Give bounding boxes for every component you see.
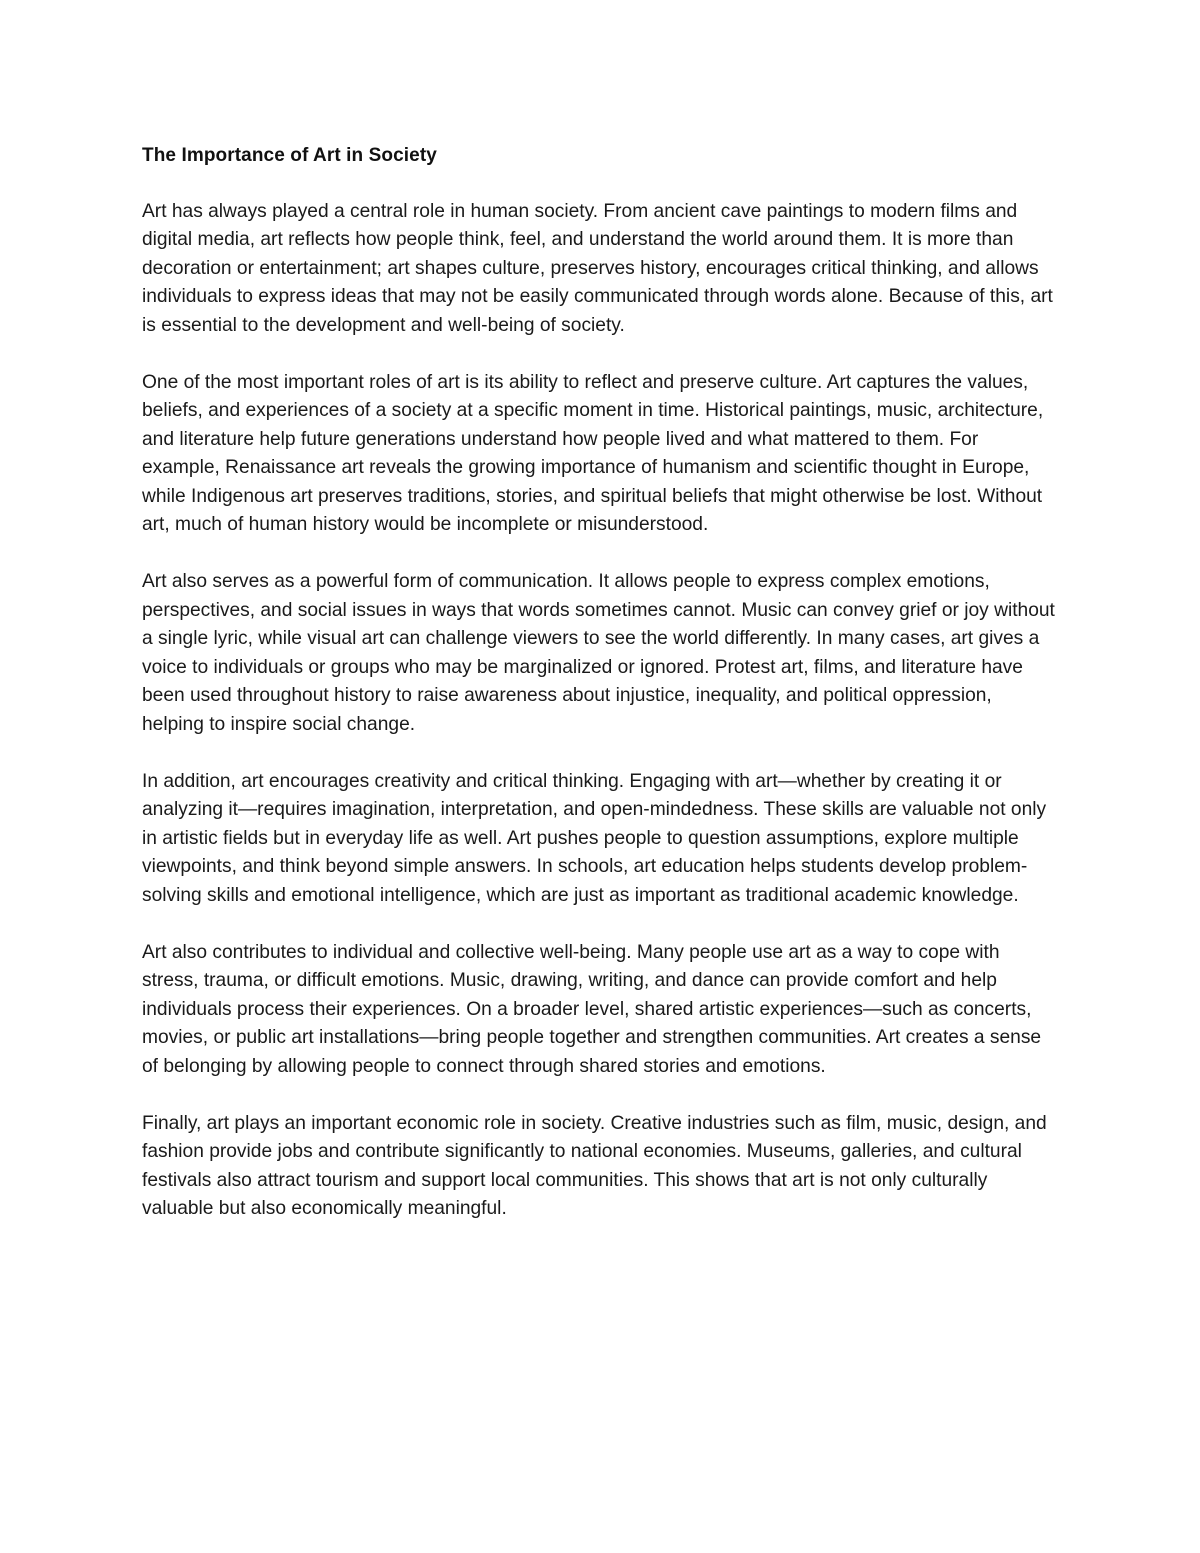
paragraph-culture: One of the most important roles of art is its ability to reflect and preserve culture. Art captures the values, beliefs, and experiences of a society at a specific moment in time. Historical paintings, music, architecture, and literature help future generations understand how people lived and what mattered to them. For example, Renaissance art reveals the growing importance of humanism and scientific thought in Europe, while Indigenous art preserves traditions, stories, and spiritual beliefs that might otherwise be lost. Without art, much of human history would be incomplete or misunderstood. (142, 371, 1044, 535)
paragraph-economic: Finally, art plays an important economic role in society. Creative industries such as film, music, design, and fashion provide jobs and contribute significantly to national economies. Museums, galleries, and cultural festivals also attract tourism and support local communities. This shows that art is not only culturally valuable but also economically meaningful. (142, 1112, 1047, 1219)
document-title: The Importance of Art in Society (142, 145, 437, 166)
paragraph-communication: Art also serves as a powerful form of communication. It allows people to express complex emotions, perspectives, and social issues in ways that words sometimes cannot. Music can convey grief or joy without a single lyric, while visual art can challenge viewers to see the world differently. In many cases, art gives a voice to individuals or groups who may be marginalized or ignored. Protest art, films, and literature have been used throughout history to raise awareness about injustice, inequality, and political oppression, helping to inspire social change. (142, 571, 1055, 735)
paragraph-well-being: Art also contributes to individual and collective well-being. Many people use art as a way to cope with stress, trauma, or difficult emotions. Music, drawing, writing, and dance can provide comfort and help individuals process their experiences. On a broader level, shared artistic experiences—such as concerts, movies, or public art installations—bring people together and strengthen communities. Art creates a sense of belonging by allowing people to connect through shared stories and emotions. (142, 941, 1042, 1077)
document-body (142, 142, 1058, 1252)
paragraph-creativity: In addition, art encourages creativity and critical thinking. Engaging with art—whether by creating it or analyzing it—requires imagination, interpretation, and open-mindedness. These skills are valuable not only in artistic fields but in everyday life as well. Art pushes people to question assumptions, explore multiple viewpoints, and think beyond simple answers. In schools, art education helps students develop problem-solving skills and emotional intelligence, which are just as important as traditional academic knowledge. (142, 770, 1047, 906)
paragraph-introduction: Art has always played a central role in human society. From ancient cave paintings to modern films and digital media, art reflects how people think, feel, and understand the world around them. It is more than decoration or entertainment; art shapes culture, preserves history, encourages critical thinking, and allows individuals to express ideas that may not be easily communicated through words alone. Because of this, art is essential to the development and well-being of society. (142, 200, 1053, 336)
